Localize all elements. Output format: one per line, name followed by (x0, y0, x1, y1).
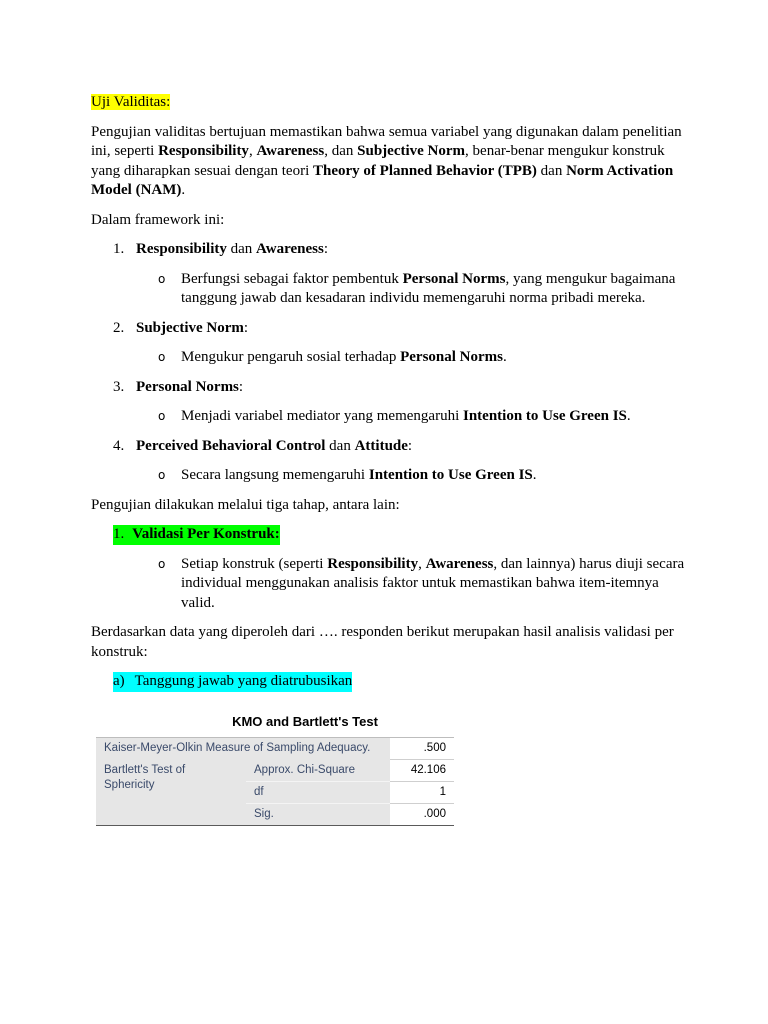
item-bold: Attitude (354, 437, 408, 454)
subitem-bold: Intention to Use Green IS (462, 408, 627, 424)
table-title: KMO and Bartlett's Test (232, 714, 378, 729)
item-text: dan (325, 437, 355, 454)
framework-intro: Dalam framework ini: (91, 211, 225, 228)
framework-item-2 (91, 319, 691, 339)
framework-item-3 (91, 378, 691, 398)
item-number: 4. (113, 437, 125, 454)
subitem-text: Menjadi variabel mediator yang memengaruhi (181, 408, 463, 424)
framework-item-1 (91, 240, 691, 260)
stage-highlight (113, 525, 280, 545)
item-bold: Awareness (256, 241, 324, 257)
kmo-bartlett-table (96, 711, 454, 826)
intro-bold: Responsibility (158, 143, 249, 159)
subsection-highlight (113, 672, 352, 692)
intro-text: . (181, 182, 186, 198)
stages-intro: Pengujian dilakukan melalui tiga tahap, antara lain: (91, 496, 400, 513)
stage-number: 1. (113, 526, 125, 542)
intro-text: , dan (324, 143, 358, 159)
framework-subitem-1 (91, 270, 691, 309)
item-bold: Perceived Behavioral Control (136, 437, 326, 454)
item-number: 2. (113, 319, 125, 336)
framework-subitem-3 (91, 407, 691, 427)
circle-bullet-icon: o (158, 468, 166, 482)
kmo-table-grid (96, 737, 454, 826)
item-bold: Responsibility (136, 241, 227, 257)
subitem-bold: Awareness (425, 555, 494, 572)
row-label-cell: Approx. Chi-Square (246, 760, 390, 782)
intro-paragraph (91, 123, 691, 201)
bartlett-label-cell: Bartlett's Test of Sphericity (96, 760, 246, 826)
kmo-value-cell: .500 (390, 738, 454, 760)
framework-subitem-4 (91, 466, 691, 486)
intro-text: dan (536, 162, 567, 179)
item-text: : (323, 241, 328, 257)
stage-item-1 (91, 525, 691, 545)
row-label-cell: df (246, 782, 390, 804)
intro-bold: Awareness (256, 143, 325, 159)
stage-subitem-1 (91, 555, 691, 614)
item-number: 3. (113, 378, 125, 395)
intro-text: , benar-benar mengukur konstruk yang diharapkan sesuai dengan teori (91, 143, 665, 179)
subitem-text: , yang mengukur bagaimana tanggung jawab dan kesadaran individu memengaruhi norma pribadi mereka. (181, 270, 676, 306)
subitem-text: . (626, 408, 631, 424)
subitem-bold: Personal Norms (402, 270, 506, 287)
subitem-bold: Personal Norms (400, 349, 504, 365)
table-row (96, 760, 454, 782)
item-text: dan (226, 241, 257, 257)
framework-item-4 (91, 437, 691, 457)
subitem-text: . (532, 467, 537, 483)
section-heading (91, 93, 691, 113)
row-value-cell: 42.106 (390, 760, 454, 782)
circle-bullet-icon: o (158, 350, 166, 364)
intro-bold: Norm Activation Model (NAM) (91, 162, 674, 198)
row-value-cell: .000 (390, 804, 454, 826)
subitem-text: Secara langsung memengaruhi (181, 467, 369, 483)
circle-bullet-icon: o (158, 409, 166, 423)
circle-bullet-icon: o (158, 556, 166, 571)
table-row (96, 738, 454, 760)
row-label-cell: Sig. (246, 804, 390, 826)
subitem-text: Setiap konstruk (seperti (181, 555, 328, 572)
item-text: : (407, 437, 413, 454)
circle-bullet-icon: o (158, 271, 166, 286)
item-text: : (238, 378, 244, 395)
item-bold: Subjective Norm (136, 319, 244, 336)
item-bold: Personal Norms (136, 378, 239, 395)
document-page (91, 93, 691, 702)
intro-text: , (248, 143, 257, 159)
kmo-label-cell: Kaiser-Meyer-Olkin Measure of Sampling Adequacy. (96, 738, 390, 760)
heading-highlight: Uji Validitas: (91, 94, 171, 110)
subitem-bold: Intention to Use Green IS (368, 467, 533, 483)
subsection-label: Tanggung jawab yang diatrubusikan (134, 673, 353, 689)
subitem-bold: Responsibility (327, 555, 419, 572)
subitem-text: , (418, 555, 426, 572)
subitem-text: Berfungsi sebagai faktor pembentuk (181, 270, 403, 287)
framework-subitem-2 (91, 348, 691, 368)
item-text: : (243, 319, 249, 336)
intro-bold: Subjective Norm (357, 143, 466, 159)
results-intro: Berdasarkan data yang diperoleh dari …. responden berikut merupakan hasil analisis validasi per konstruk: (91, 624, 674, 660)
intro-text: Pengujian validitas bertujuan memastikan bahwa semua variabel yang digunakan dalam penelitian ini, seperti (91, 123, 682, 159)
subsection-a (91, 672, 691, 692)
subsection-number: a) (113, 673, 125, 689)
subitem-text: , dan lainnya) harus diuji secara individual menggunakan analisis faktor untuk memastikan bahwa item-itemnya valid. (181, 555, 685, 611)
item-number: 1. (113, 241, 125, 257)
stage-label: Validasi Per Konstruk: (132, 526, 280, 542)
row-value-cell: 1 (390, 782, 454, 804)
intro-bold: Theory of Planned Behavior (TPB) (313, 162, 537, 179)
subitem-text: . (503, 349, 507, 365)
subitem-text: Mengukur pengaruh sosial terhadap (181, 349, 401, 365)
